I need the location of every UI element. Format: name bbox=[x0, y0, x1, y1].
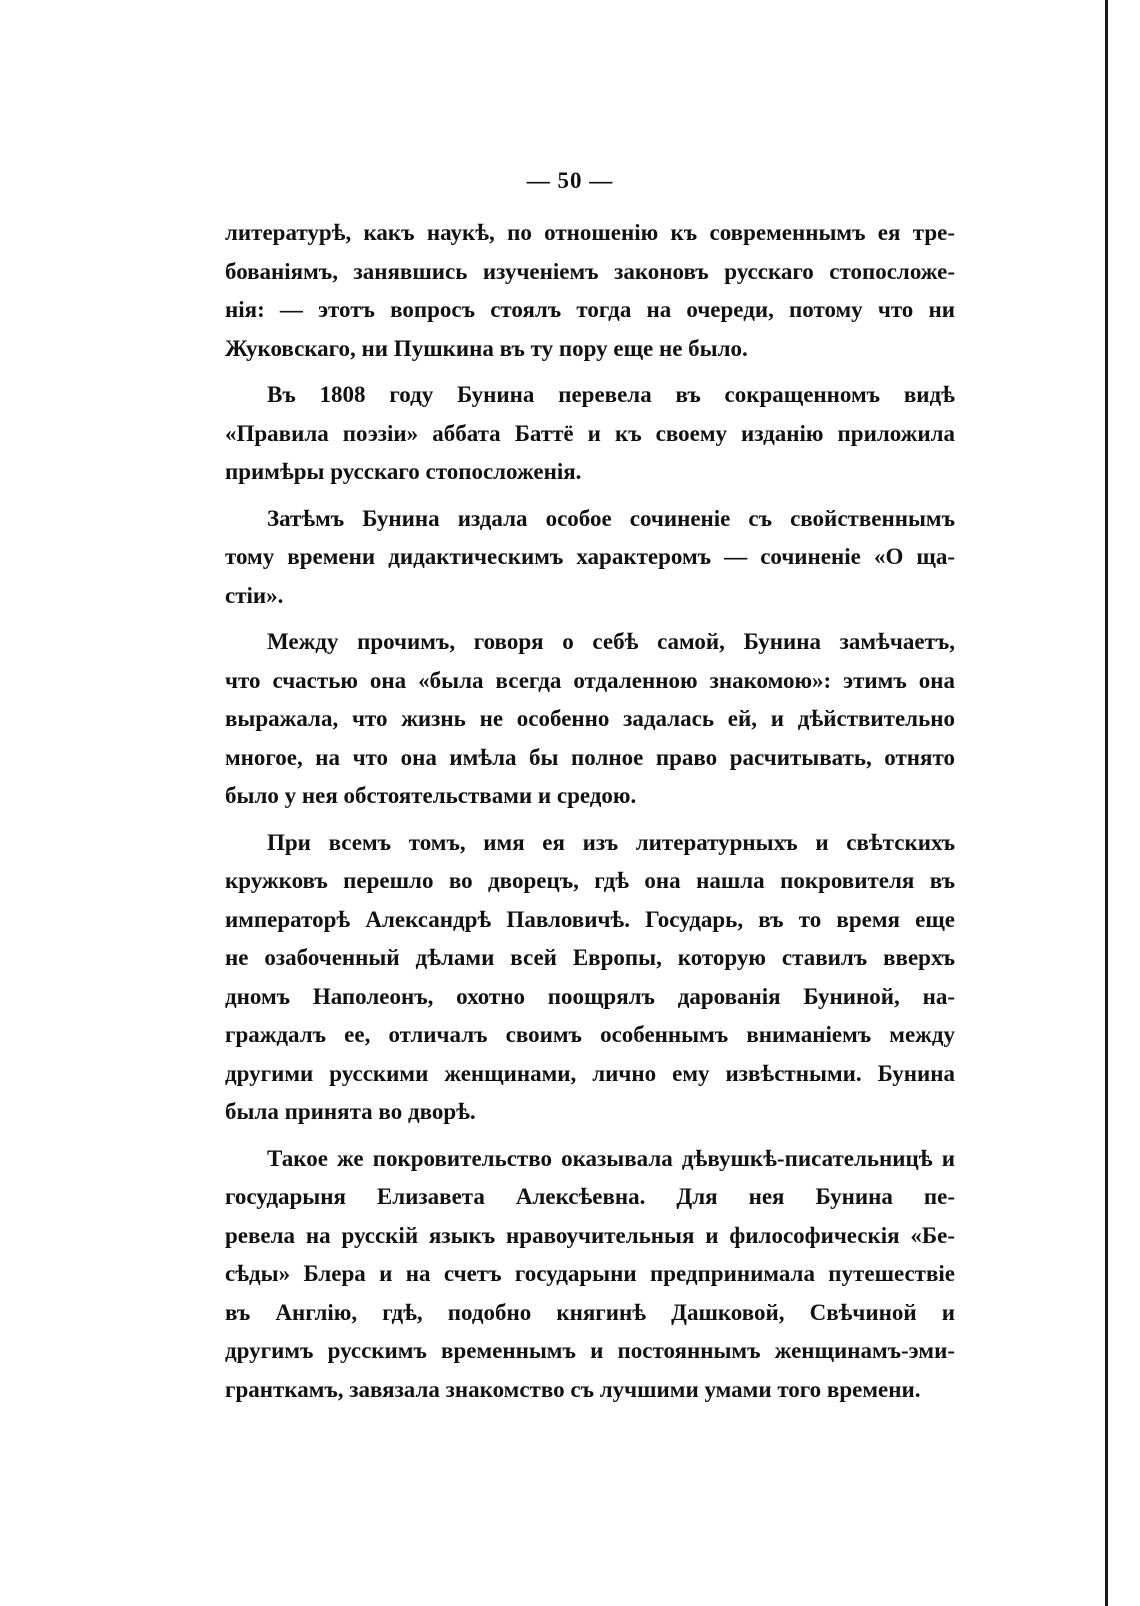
paragraph bbox=[225, 824, 955, 1132]
text-line: Между прочимъ, говоря о себѣ самой, Бунина замѣчаетъ, bbox=[267, 629, 955, 654]
text-line: Затѣмъ Бунина издала особое сочиненіе съ свойственнымъ bbox=[267, 505, 955, 531]
text-line: была принята во дворѣ. bbox=[225, 1099, 476, 1124]
text-line: дномъ Наполеонъ, охотно поощрялъ дарованія Буниной, на- bbox=[225, 983, 955, 1009]
text-line: «Правила поэзіи» аббата Баттё и къ своему изданію приложила bbox=[225, 420, 955, 446]
text-line: стіи». bbox=[225, 582, 284, 608]
text-line: не озабоченный дѣлами всей Европы, которую ставилъ вверхъ bbox=[225, 945, 955, 970]
paragraph bbox=[225, 500, 955, 616]
text-line: литературѣ, какъ наукѣ, по отношенію къ современнымъ ея тре- bbox=[225, 220, 955, 245]
page-number: — 50 — bbox=[526, 168, 614, 193]
text-line: тому времени дидактическимъ характеромъ — сочиненіе «О ща- bbox=[225, 544, 955, 569]
text-line: При всемъ томъ, имя ея изъ литературныхъ и свѣтскихъ bbox=[267, 829, 955, 855]
text-line: было у нея обстоятельствами и средою. bbox=[225, 783, 637, 808]
paragraph bbox=[225, 214, 955, 368]
text-line: многое, на что она имѣла бы полное право расчитывать, отнято bbox=[225, 744, 955, 770]
text-line: Въ 1808 году Бунина перевела въ сокращенномъ видѣ bbox=[267, 382, 955, 407]
text-line: выражала, что жизнь не особенно задалась ей, и дѣйствительно bbox=[225, 706, 955, 731]
text-line: гранткамъ, завязала знакомство съ лучшими умами того времени. bbox=[225, 1376, 921, 1402]
text-line: что счастью она «была всегда отдаленною знакомою»: этимъ она bbox=[225, 667, 955, 693]
text-line: сѣды» Блера и на счетъ государыни предпринимала путешествіе bbox=[225, 1261, 955, 1286]
text-line: другимъ русскимъ временнымъ и постояннымъ женщинамъ-эми- bbox=[225, 1338, 955, 1363]
text-line: въ Англію, гдѣ, подобно княгинѣ Дашковой, Свѣчиной и bbox=[225, 1299, 955, 1325]
text-line: Жуковскаго, ни Пушкина въ ту пору еще не было. bbox=[225, 335, 748, 361]
text-line: ревела на русскій языкъ нравоучительныя и философическія «Бе- bbox=[225, 1222, 955, 1248]
text-body bbox=[225, 214, 955, 1409]
paragraph bbox=[225, 623, 955, 816]
text-line: бованіямъ, занявшись изученіемъ законовъ русскаго стопосложе- bbox=[225, 258, 955, 284]
text-line: императорѣ Александрѣ Павловичѣ. Государь, въ то время еще bbox=[225, 906, 955, 932]
page-edge-line bbox=[1105, 0, 1108, 1606]
text-line: государыня Елизавета Алексѣевна. Для нея Бунина пе- bbox=[225, 1184, 955, 1209]
paragraph bbox=[225, 376, 955, 492]
text-line: примѣры русскаго стопосложенія. bbox=[225, 459, 582, 484]
text-line: Такое же покровительство оказывала дѣвушкѣ-писательницѣ и bbox=[267, 1145, 955, 1171]
paragraph bbox=[225, 1140, 955, 1410]
text-line: другими русскими женщинами, лично ему извѣстными. Бунина bbox=[225, 1060, 955, 1086]
text-line: кружковъ перешло во дворецъ, гдѣ она нашла покровителя въ bbox=[225, 868, 955, 893]
text-line: граждалъ ее, отличалъ своимъ особеннымъ вниманіемъ между bbox=[225, 1022, 955, 1047]
text-line: нія: — этотъ вопросъ стоялъ тогда на очереди, потому что ни bbox=[225, 297, 955, 322]
